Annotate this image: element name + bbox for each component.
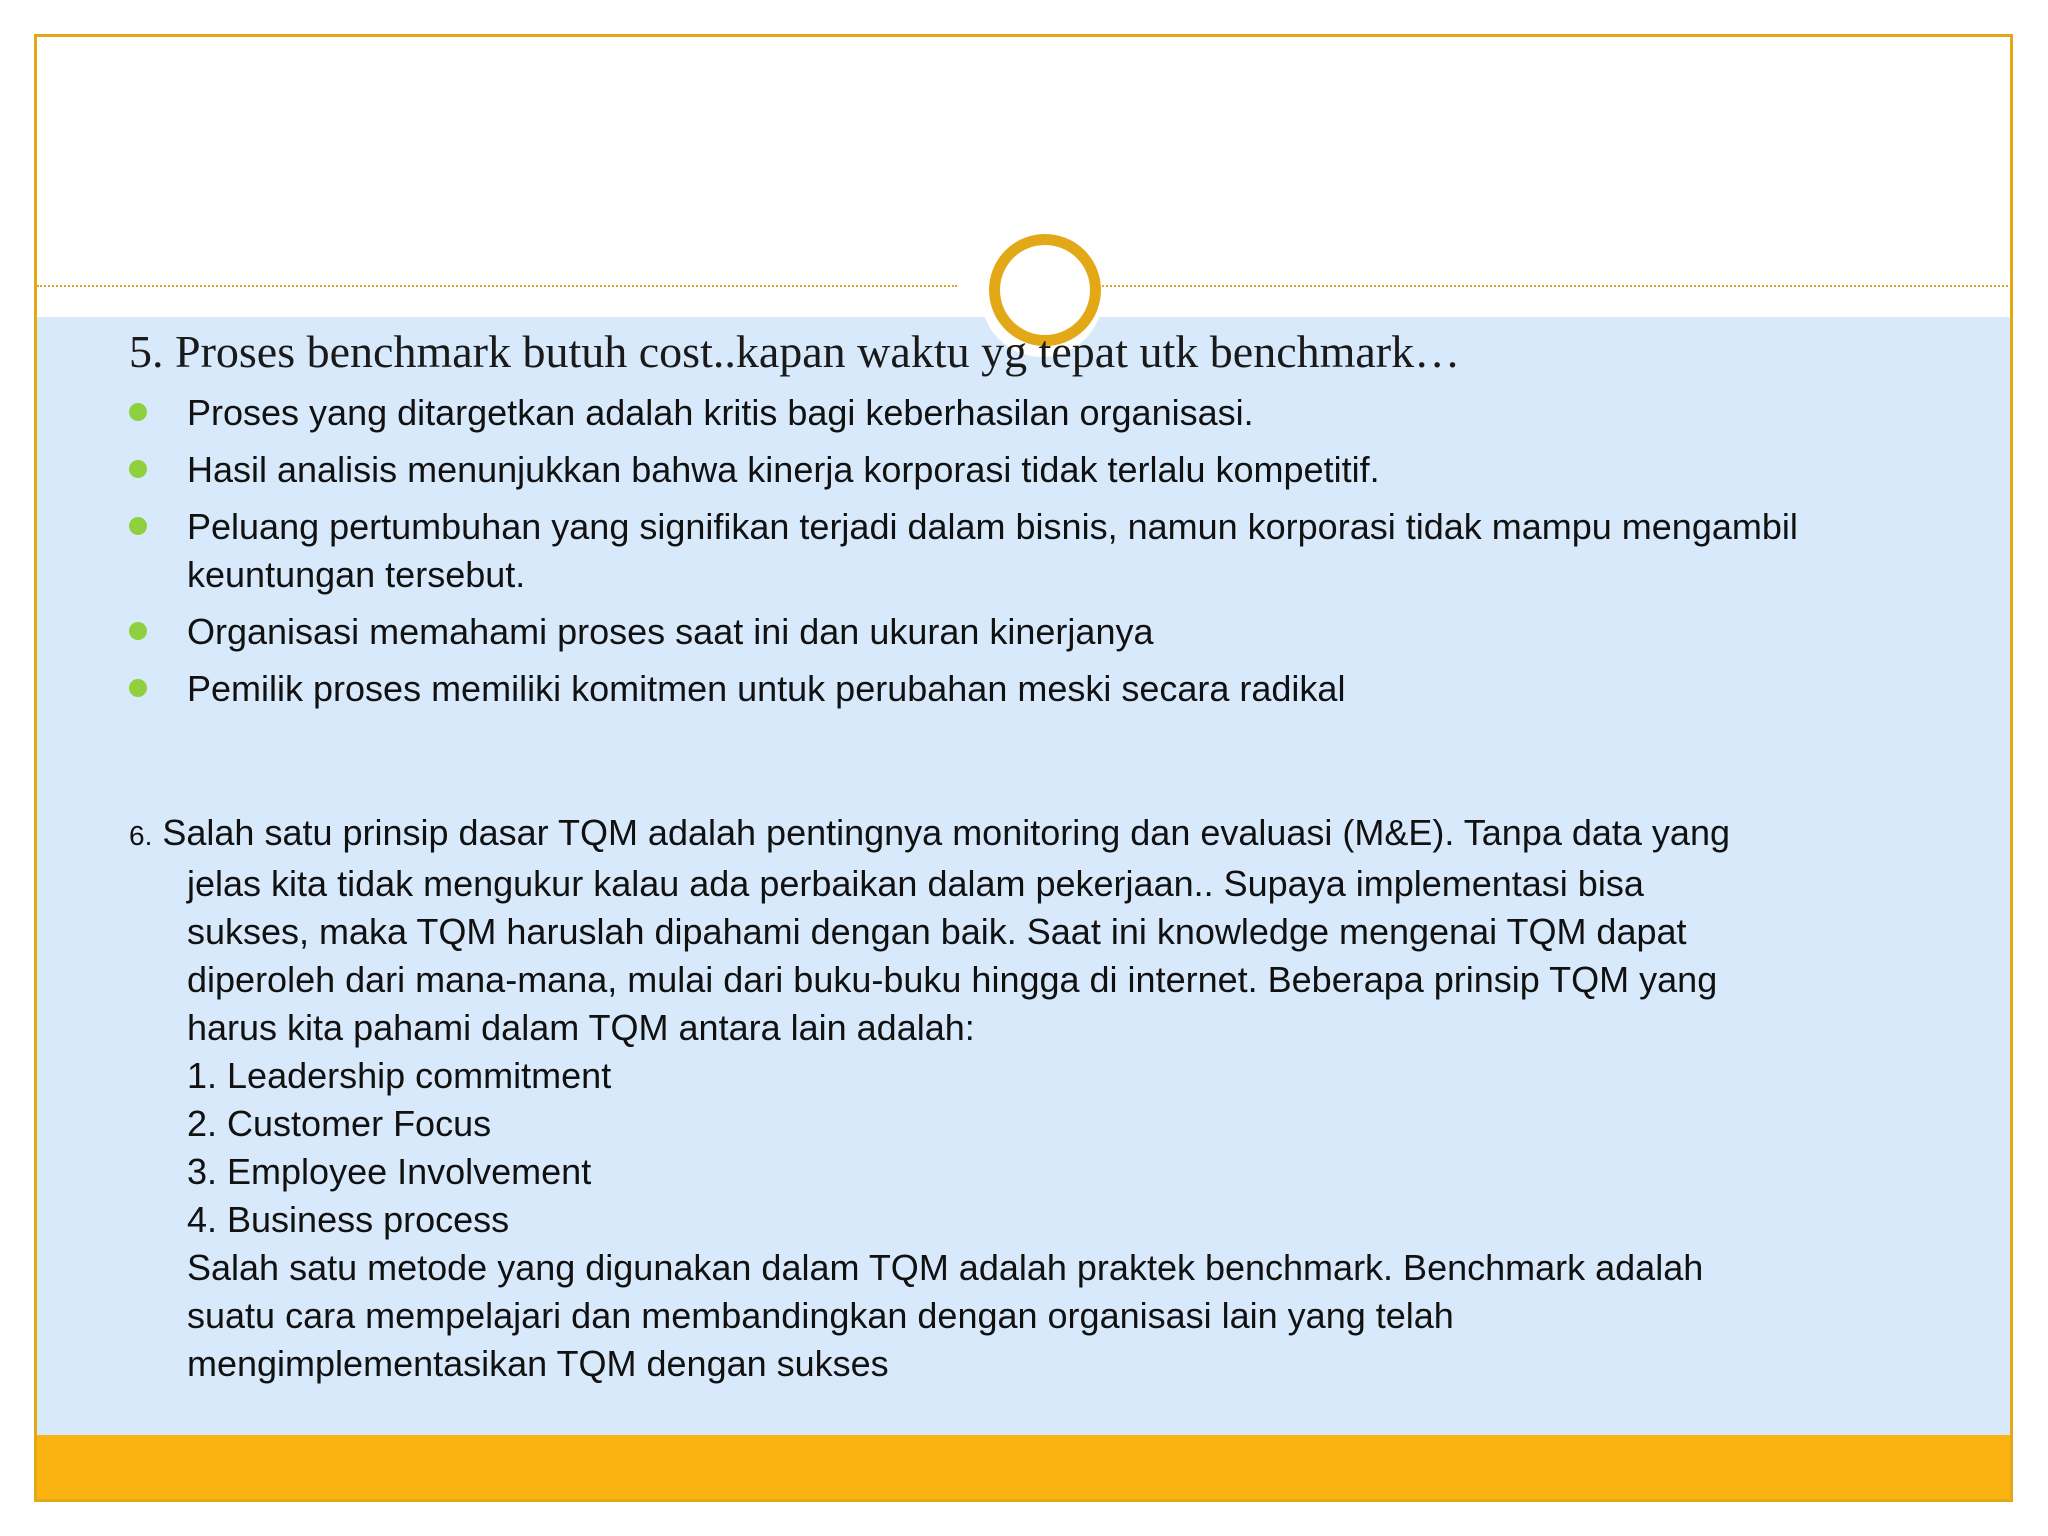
bullet-text: Hasil analisis menunjukkan bahwa kinerja korporasi tidak terlalu kompetitif. [187, 449, 1380, 490]
bullet-item [129, 665, 1849, 713]
paragraph-line: suatu cara mempelajari dan membandingkan dengan organisasi lain yang telah [187, 1295, 1454, 1336]
bullet-text: Proses yang ditargetkan adalah kritis bagi keberhasilan organisasi. [187, 392, 1254, 433]
principle-item: 3. Employee Involvement [187, 1151, 592, 1192]
principle-item: 2. Customer Focus [187, 1103, 492, 1144]
bullet-list [129, 389, 1849, 722]
paragraph-number: 6. [129, 820, 153, 851]
bullet-text: Organisasi memahami proses saat ini dan ukuran kinerjanya [187, 611, 1154, 652]
bullet-dot-icon [129, 622, 147, 640]
paragraph-first-text: Salah satu prinsip dasar TQM adalah pentingnya monitoring dan evaluasi (M&E). Tanpa data yang [162, 812, 1730, 853]
footer-bar [37, 1435, 2010, 1502]
bullet-item [129, 503, 1849, 599]
paragraph-first-line [129, 809, 1969, 860]
principle-item: 1. Leadership commitment [187, 1055, 612, 1096]
slide-frame [34, 34, 2013, 1502]
paragraph-line: diperoleh dari mana-mana, mulai dari buku-buku hingga di internet. Beberapa prinsip TQM yang [187, 959, 1718, 1000]
bullet-item [129, 608, 1849, 656]
bullet-item [129, 446, 1849, 494]
principle-item: 4. Business process [187, 1199, 510, 1240]
tqm-paragraph [129, 809, 1969, 1388]
paragraph-body [129, 860, 1969, 1388]
bullet-dot-icon [129, 403, 147, 421]
paragraph-line: sukses, maka TQM haruslah dipahami dengan baik. Saat ini knowledge mengenai TQM dapat [187, 911, 1687, 952]
bullet-text: Peluang pertumbuhan yang signifikan terjadi dalam bisnis, namun korporasi tidak mampu mengambil keuntungan tersebut. [187, 506, 1798, 595]
divider-line-right [1097, 285, 2013, 287]
bullet-dot-icon [129, 460, 147, 478]
bullet-dot-icon [129, 517, 147, 535]
bullet-dot-icon [129, 679, 147, 697]
paragraph-line: mengimplementasikan TQM dengan sukses [187, 1343, 889, 1384]
divider-line-left [37, 285, 957, 287]
bullet-text: Pemilik proses memiliki komitmen untuk perubahan meski secara radikal [187, 668, 1346, 709]
slide-heading: 5. Proses benchmark butuh cost..kapan waktu yg tepat utk benchmark… [129, 326, 1461, 377]
paragraph-line: harus kita pahami dalam TQM antara lain adalah: [187, 1007, 975, 1048]
bullet-item [129, 389, 1849, 437]
paragraph-line: jelas kita tidak mengukur kalau ada perbaikan dalam pekerjaan.. Supaya implementasi bisa [187, 863, 1644, 904]
paragraph-line: Salah satu metode yang digunakan dalam TQM adalah praktek benchmark. Benchmark adalah [187, 1247, 1704, 1288]
